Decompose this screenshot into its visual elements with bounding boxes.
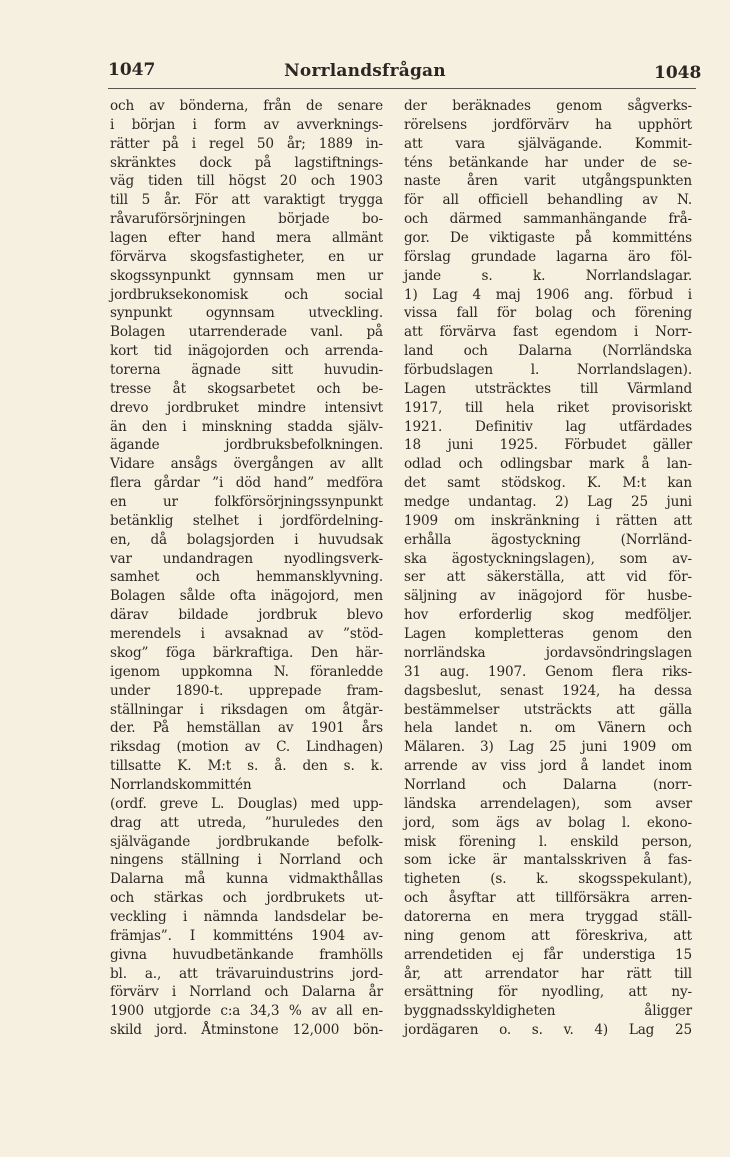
text-line: naste åren varit utgångspunkten bbox=[404, 173, 692, 190]
text-line: land och Dalarna (Norrländska bbox=[404, 343, 692, 360]
text-line: givna huvudbetänkande framhölls bbox=[110, 946, 383, 963]
text-line: byggnadsskyldigheten åligger bbox=[404, 1003, 692, 1020]
text-line: förslag grundade lagarna äro föl- bbox=[404, 248, 692, 265]
right-column bbox=[404, 97, 692, 1040]
page-number-left: 1047 bbox=[108, 60, 156, 80]
text-line: förbudslagen l. Norrlandslagen). bbox=[404, 362, 692, 379]
text-line: tigheten (s. k. skogsspekulant), bbox=[404, 871, 692, 888]
text-line: drag att utreda, ”huruledes den bbox=[110, 814, 383, 831]
text-line: säljning av inägojord för husbe- bbox=[404, 588, 692, 605]
text-line: medge undantag. 2) Lag 25 juni bbox=[404, 494, 692, 511]
text-line: 1921. Definitiv lag utfärdades bbox=[404, 418, 692, 435]
text-line: och därmed sammanhängande frå- bbox=[404, 211, 692, 228]
text-line: Bolagen utarrenderade vanl. på bbox=[110, 324, 383, 341]
text-line: misk förening l. enskild person, bbox=[404, 833, 692, 850]
text-line: torerna ägnade sitt huvudin- bbox=[110, 362, 383, 379]
text-line: ställningar i riksdagen om åtgär- bbox=[110, 701, 383, 718]
page-number-right: 1048 bbox=[654, 63, 702, 83]
text-line: i början i form av avverknings- bbox=[110, 116, 383, 133]
text-line: 1909 om inskränkning i rätten att bbox=[404, 512, 692, 529]
text-line: datorerna en mera tryggad ställ- bbox=[404, 908, 692, 925]
text-line: för all officiell behandling av N. bbox=[404, 192, 692, 209]
text-line: betänklig stelhet i jordfördelning- bbox=[110, 512, 383, 529]
text-line: der. På hemställan av 1901 års bbox=[110, 720, 383, 737]
text-line: samhet och hemmansklyvning. bbox=[110, 569, 383, 586]
text-line: lagen efter hand mera allmänt bbox=[110, 230, 383, 247]
text-line: jande s. k. Norrlandslagar. bbox=[404, 267, 692, 284]
text-line: skränktes dock på lagstiftnings- bbox=[110, 154, 383, 171]
text-line: därav bildade jordbruk blevo bbox=[110, 607, 383, 624]
text-line: skogssynpunkt gynnsam men ur bbox=[110, 267, 383, 284]
header-rule bbox=[108, 88, 696, 89]
text-line: bl. a., att trävaruindustrins jord- bbox=[110, 965, 383, 982]
text-line: rörelsens jordförvärv ha upphört bbox=[404, 116, 692, 133]
text-line: än den i minskning stadda själv- bbox=[110, 418, 383, 435]
text-line: merendels i avsaknad av ”stöd- bbox=[110, 626, 383, 643]
text-line: skild jord. Åtminstone 12,000 bön- bbox=[110, 1022, 383, 1039]
running-title: Norrlandsfrågan bbox=[284, 61, 446, 81]
text-line: till 5 år. För att varaktigt trygga bbox=[110, 192, 383, 209]
text-line: igenom uppkomna N. föranledde bbox=[110, 663, 383, 680]
text-line: och av bönderna, från de senare bbox=[110, 98, 383, 114]
text-line: förvärv i Norrland och Dalarna år bbox=[110, 984, 383, 1001]
text-line: flera gårdar ”i död hand” medföra bbox=[110, 475, 383, 492]
text-line: Dalarna må kunna vidmakthållas bbox=[110, 871, 383, 888]
text-line: en ur folkförsörjningssynpunkt bbox=[110, 494, 383, 511]
text-line: och åsyftar att tillförsäkra arren- bbox=[404, 890, 692, 907]
text-line: norrländska jordavsöndringslagen bbox=[404, 644, 692, 661]
text-line: 31 aug. 1907. Genom flera riks- bbox=[404, 663, 692, 680]
text-line: ersättning för nyodling, att ny- bbox=[404, 984, 692, 1001]
text-line: arrendetiden ej får understiga 15 bbox=[404, 946, 692, 963]
text-line: främjas”. I kommitténs 1904 av- bbox=[110, 927, 383, 944]
text-line: téns betänkande har under de se- bbox=[404, 154, 692, 171]
text-line: odlad och odlingsbar mark å lan- bbox=[404, 456, 692, 473]
text-line: drevo jordbruket mindre intensivt bbox=[110, 399, 383, 416]
text-line: år, att arrendator har rätt till bbox=[404, 965, 692, 982]
text-line: Lagen kompletteras genom den bbox=[404, 626, 692, 643]
text-line: bestämmelser utsträckts att gälla bbox=[404, 701, 692, 718]
text-line: Bolagen sålde ofta inägojord, men bbox=[110, 588, 383, 605]
text-line: råvaruförsörjningen började bo- bbox=[110, 211, 383, 228]
text-line: var undandragen nyodlingsverk- bbox=[110, 550, 383, 567]
text-line: rätter på i regel 50 år; 1889 in- bbox=[110, 135, 383, 152]
text-line: der beräknades genom sågverks- bbox=[404, 98, 692, 114]
text-line: ningens ställning i Norrland och bbox=[110, 852, 383, 869]
text-line: dagsbeslut, senast 1924, ha dessa bbox=[404, 682, 692, 699]
text-line: Norrlandskommittén bbox=[110, 776, 252, 793]
text-line: väg tiden till högst 20 och 1903 bbox=[110, 173, 383, 190]
text-line: Vidare ansågs övergången av allt bbox=[110, 456, 383, 473]
text-line: skog” föga bärkraftiga. Den här- bbox=[110, 644, 383, 661]
text-line: 18 juni 1925. Förbudet gäller bbox=[404, 437, 692, 454]
text-line: 1) Lag 4 maj 1906 ang. förbud i bbox=[404, 286, 692, 303]
text-line: jord, som ägs av bolag l. ekono- bbox=[404, 814, 692, 831]
text-line: hov erforderlig skog medföljer. bbox=[404, 607, 692, 624]
text-line: 1917, till hela riket provisoriskt bbox=[404, 399, 692, 416]
text-line: och stärkas och jordbrukets ut- bbox=[110, 890, 383, 907]
text-line: kort tid inägojorden och arrenda- bbox=[110, 343, 383, 360]
text-line: en, då bolagsjorden i huvudsak bbox=[110, 531, 383, 548]
left-column bbox=[110, 97, 383, 1040]
text-line: 1900 utgjorde c:a 34,3 % av all en- bbox=[110, 1003, 383, 1020]
text-line: att vara självägande. Kommit- bbox=[404, 135, 692, 152]
text-line: förvärva skogsfastigheter, en ur bbox=[110, 248, 383, 265]
text-line: jordbruksekonomisk och social bbox=[110, 286, 383, 303]
text-line: tresse åt skogsarbetet och be- bbox=[110, 380, 383, 397]
text-line: hela landet n. om Vänern och bbox=[404, 720, 692, 737]
text-line: att förvärva fast egendom i Norr- bbox=[404, 324, 692, 341]
text-line: ägande jordbruksbefolkningen. bbox=[110, 437, 383, 454]
text-line: tillsatte K. M:t s. å. den s. k. bbox=[110, 758, 383, 775]
text-line: Lagen utsträcktes till Värmland bbox=[404, 380, 692, 397]
text-line: vissa fall för bolag och förening bbox=[404, 305, 692, 322]
text-line: Norrland och Dalarna (norr- bbox=[404, 776, 692, 793]
text-line: riksdag (motion av C. Lindhagen) bbox=[110, 739, 383, 756]
text-line: jordägaren o. s. v. 4) Lag 25 bbox=[404, 1022, 692, 1039]
text-line: erhålla ägostyckning (Norrländ- bbox=[404, 531, 692, 548]
page-header bbox=[0, 0, 730, 100]
text-line: ska ägostyckningslagen), som av- bbox=[404, 550, 692, 567]
text-line: ser att säkerställa, att vid för- bbox=[404, 569, 692, 586]
text-line: veckling i nämnda landsdelar be- bbox=[110, 908, 383, 925]
text-line: som icke är mantalsskriven å fas- bbox=[404, 852, 692, 869]
text-line: det samt stödskog. K. M:t kan bbox=[404, 475, 692, 492]
text-line: arrende av viss jord å landet inom bbox=[404, 758, 692, 775]
text-line: självägande jordbrukande befolk- bbox=[110, 833, 383, 850]
text-line: gor. De viktigaste på kommitténs bbox=[404, 230, 692, 247]
text-line: (ordf. greve L. Douglas) med upp- bbox=[110, 795, 383, 812]
text-line: synpunkt ogynnsam utveckling. bbox=[110, 305, 383, 322]
text-line: under 1890-t. upprepade fram- bbox=[110, 682, 383, 699]
text-line: ning genom att föreskriva, att bbox=[404, 927, 692, 944]
text-line: ländska arrendelagen), som avser bbox=[404, 795, 692, 812]
text-line: Mälaren. 3) Lag 25 juni 1909 om bbox=[404, 739, 692, 756]
